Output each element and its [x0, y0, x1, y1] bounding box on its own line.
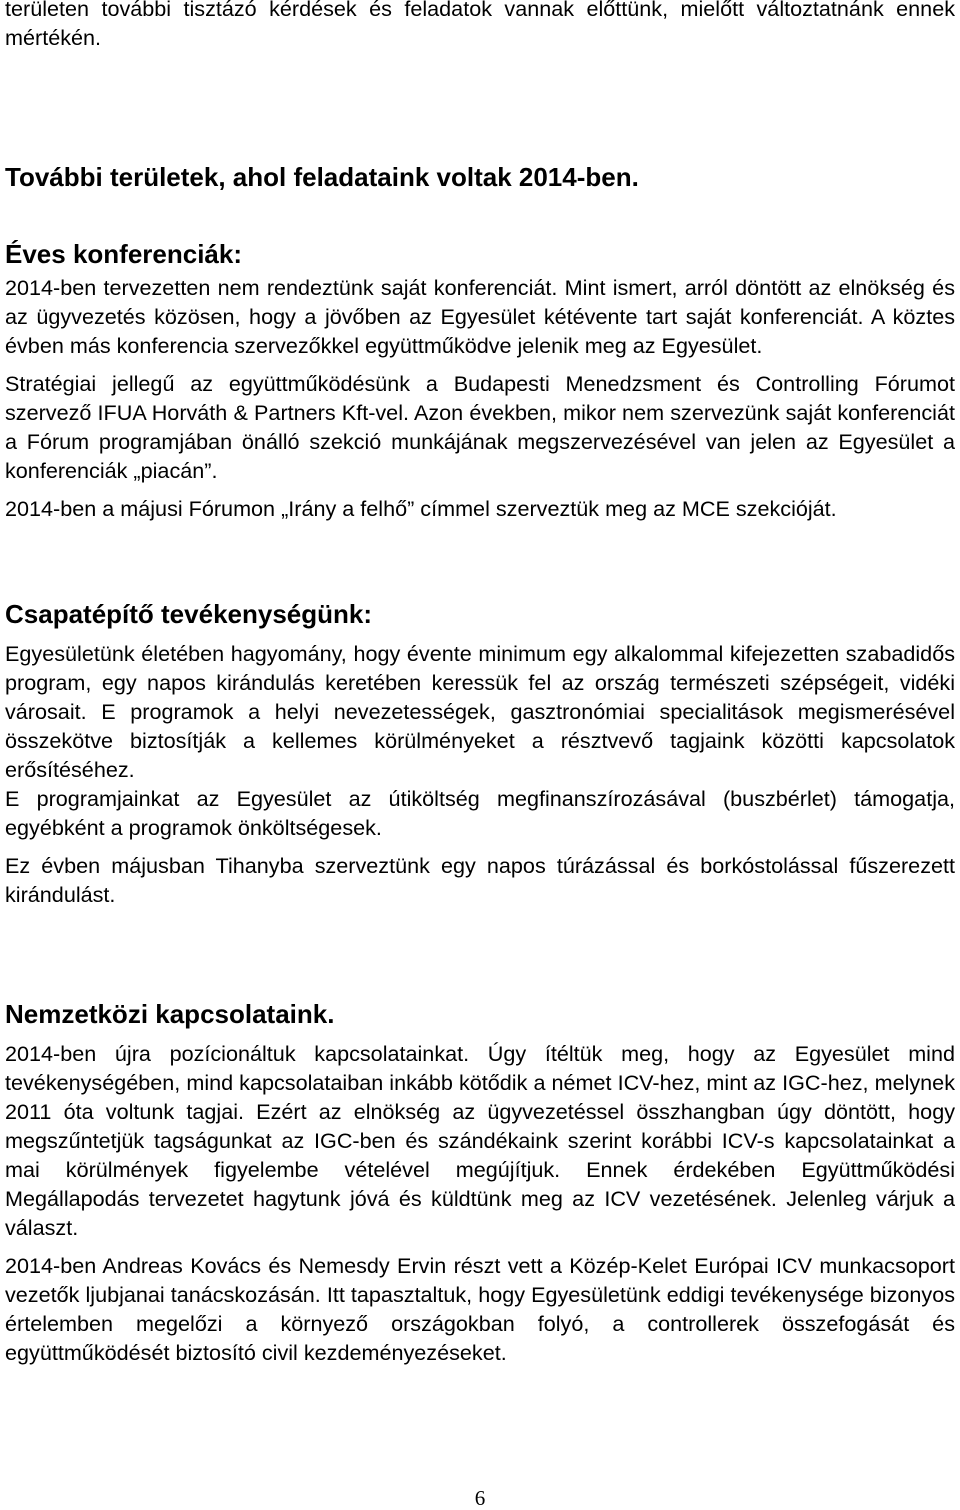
conferences-paragraph-1: 2014-ben tervezetten nem rendeztünk saját konferenciát. Mint ismert, arról döntött az elnökség és az ügyvezetés közösen, hogy a jövőben az Egyesület kétévente tart saját konferenciát. A köztes évben más konferencia szervezőkkel együttműködve jelenik meg az Egyesület.: [5, 275, 955, 358]
intro-paragraph: területen további tisztázó kérdések és feladatok vannak előttünk, mielőtt változtatnánk ennek mértékén.: [5, 0, 955, 50]
team-building-paragraph-3: Ez évben májusban Tihanyba szerveztünk egy napos túrázással és borkóstolással fűszerezett kirándulást.: [5, 853, 955, 907]
international-heading: Nemzetközi kapcsolataink.: [5, 999, 335, 1029]
team-building-paragraph-2: E programjainkat az Egyesület az útiköltség megfinanszírozásával (buszbérlet) támogatja, egyébként a programok önköltségesek.: [5, 786, 955, 840]
further-areas-heading: További területek, ahol feladataink voltak 2014-ben.: [5, 162, 639, 192]
international-paragraph-1: 2014-ben újra pozícionáltuk kapcsolatainkat. Úgy ítéltük meg, hogy az Egyesület mind tevékenységében, mind kapcsolataiban inkább kötődik a német ICV-hez, mint az IGC-hez, melynek 2011 óta voltunk tagjai. Ezért az elnökség az ügyvezetéssel összhangban úgy döntött, hogy megszűntetjük tagságunkat az IGC-ben és szándékaink szerint korábbi ICV-s kapcsolatainkat a mai körülmények figyelembe vételével megújítjuk. Ennek érdekében Együttműködési Megállapodás tervezetet hagytunk jóvá és küldtünk meg az ICV vezetésének. Jelenleg várjuk a választ.: [5, 1041, 955, 1240]
international-paragraph-2: 2014-ben Andreas Kovács és Nemesdy Ervin részt vett a Közép-Kelet Európai ICV munkacsoport vezetők ljubjanai tanácskozásán. Itt tapasztaltuk, hogy Egyesületünk eddigi tevékenysége bizonyos értelemben megelőzi a környező országokban folyó, a controllerek összefogását és együttműködését biztosító civil kezdeményezéseket.: [5, 1253, 955, 1365]
conferences-paragraph-2: Stratégiai jellegű az együttműködésünk a Budapesti Menedzsment és Controlling Fórumot szervező IFUA Horváth & Partners Kft-vel. Azon években, mikor nem szervezünk saját konferenciát a Fórum programjában önálló szekció munkájának megszervezésével van jelen az Egyesület a konferenciák „piacán”.: [5, 371, 955, 483]
document-page: [5, 0, 955, 1367]
annual-conferences-heading: Éves konferenciák:: [5, 239, 243, 269]
team-building-heading: Csapatépítő tevékenységünk:: [5, 599, 373, 629]
team-building-paragraph-1: Egyesületünk életében hagyomány, hogy évente minimum egy alkalommal kifejezetten szabadidős program, egy napos kirándulás keretében keressük fel az ország természeti szépségeit, vidéki városait. E programok a helyi nevezetességek, gasztronómiai specialitások megismerésével összekötve biztosítják a kellemes körülményeket a résztvevő tagjaink közötti kapcsolatok erősítéséhez.: [5, 641, 955, 782]
conferences-paragraph-3: 2014-ben a májusi Fórumon „Irány a felhő” címmel szerveztük meg az MCE szekcióját.: [5, 496, 837, 521]
page-number: 6: [474, 1486, 486, 1510]
